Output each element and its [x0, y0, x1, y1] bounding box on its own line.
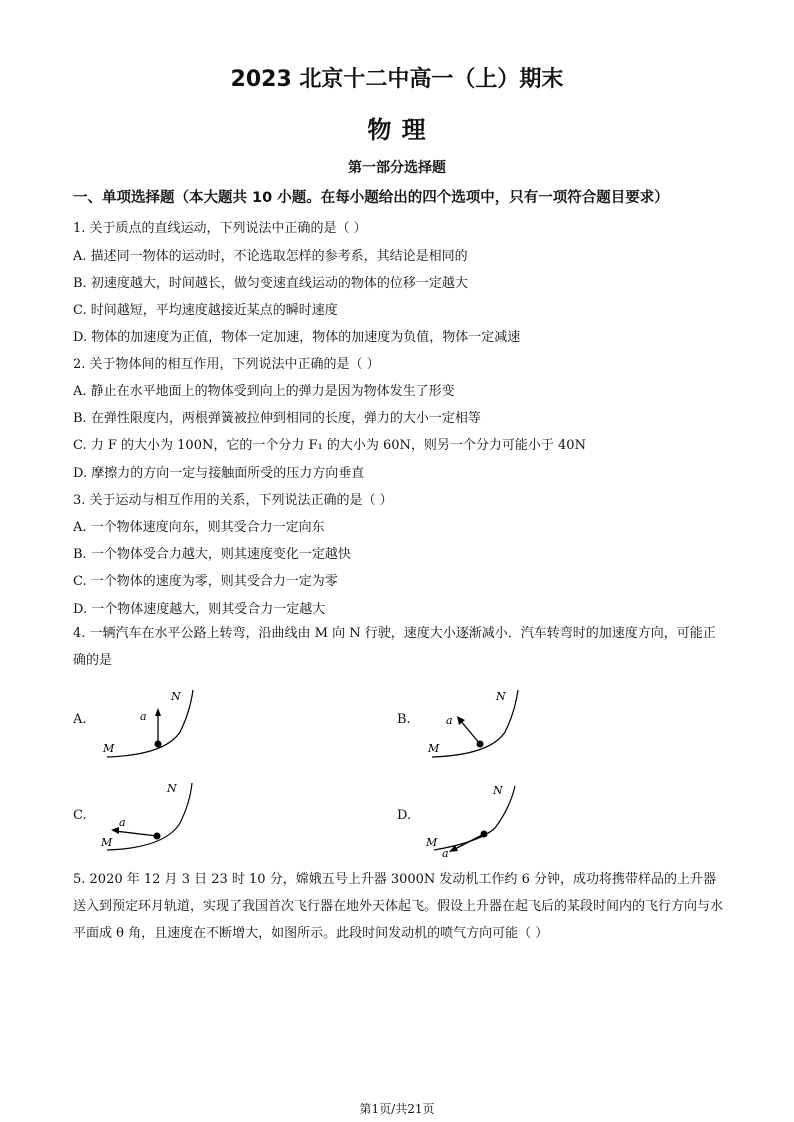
question-4-stem: 4. 一辆汽车在水平公路上转弯，沿曲线由 M 向 N 行驶，速度大小逐渐减小．汽车转弯时的加速度方向，可能正确的是 [73, 626, 716, 668]
end-label-n: N [493, 784, 503, 797]
arrow-label-a: a [442, 847, 449, 860]
part-heading: 第一部分选择题 [348, 160, 446, 176]
question-4-figure-a [95, 682, 205, 767]
question-2-stem: 2. 关于物体间的相互作用，下列说法中正确的是（ ） [73, 357, 380, 372]
question-5-stem: 5. 2020 年 12 月 3 日 23 时 10 分，嫦娥五号上升器 3000N 发动机工作约 6 分钟，成功将携带样品的上升器送入到预定环月轨道，实现了我国首次飞行器在地外天体起飞。假设上升器在起飞后的某段时间内的飞行方向与水平面成 θ 角，且速度在不断增大，如图所示。此段时间发动机的喷气方向可能（ ） [73, 872, 724, 941]
question-3-option-c: C. 一个物体的速度为零，则其受合力一定为零 [73, 574, 338, 589]
question-1-option-b: B. 初速度越大，时间越长，做匀变速直线运动的物体的位移一定越大 [73, 276, 468, 291]
question-2-option-b: B. 在弹性限度内，两根弹簧被拉伸到相同的长度，弹力的大小一定相等 [73, 411, 481, 426]
question-4-option-d-label: D. [397, 808, 412, 823]
question-2-option-d: D. 摩擦力的方向一定与接触面所受的压力方向垂直 [73, 466, 365, 481]
arrow-label-a: a [140, 710, 147, 723]
page-number: 第1页/共21页 [359, 1102, 435, 1116]
question-3-stem: 3. 关于运动与相互作用的关系，下列说法正确的是（ ） [73, 493, 393, 508]
question-4-option-c-label: C. [73, 808, 87, 823]
arrow-label-a: a [446, 714, 453, 727]
end-label-n: N [171, 690, 181, 703]
question-3-option-b: B. 一个物体受合力越大，则其速度变化一定越快 [73, 547, 351, 562]
question-4-option-a-label: A. [73, 712, 87, 727]
question-1-stem: 1. 关于质点的直线运动，下列说法中正确的是（ ） [73, 221, 367, 236]
start-label-m: M [428, 742, 440, 755]
page-title: 2023 北京十二中高一（上）期末 [230, 67, 564, 92]
question-1-option-d: D. 物体的加速度为正值，物体一定加速，物体的加速度为负值，物体一定减速 [73, 330, 521, 345]
question-1-option-c: C. 时间越短，平均速度越接近某点的瞬时速度 [73, 303, 338, 318]
question-3-option-a: A. 一个物体速度向东，则其受合力一定向东 [73, 520, 325, 535]
question-1-option-a: A. 描述同一物体的运动时，不论选取怎样的参考系，其结论是相同的 [73, 249, 468, 264]
question-4-figure-b [420, 682, 530, 767]
question-2-option-a: A. 静止在水平地面上的物体受到向上的弹力是因为物体发生了形变 [73, 384, 455, 399]
section-heading: 一、单项选择题（本大题共 10 小题。在每小题给出的四个选项中，只有一项符合题目要求） [73, 190, 669, 206]
start-label-m: M [426, 836, 438, 849]
start-label-m: M [103, 742, 115, 755]
arrow-label-a: a [119, 816, 126, 829]
subject-title: 物 理 [367, 116, 427, 144]
end-label-n: N [496, 690, 506, 703]
question-4-figure-d [420, 778, 530, 863]
question-3-option-d: D. 一个物体速度越大，则其受合力一定越大 [73, 602, 326, 617]
start-label-m: M [101, 836, 113, 849]
end-label-n: N [167, 782, 177, 795]
question-4-option-b-label: B. [397, 712, 411, 727]
question-2-option-c: C. 力 F 的大小为 100N，它的一个分力 F₁ 的大小为 60N，则另一个分力可能小于 40N [73, 438, 586, 453]
question-4-figure-c [95, 778, 205, 858]
